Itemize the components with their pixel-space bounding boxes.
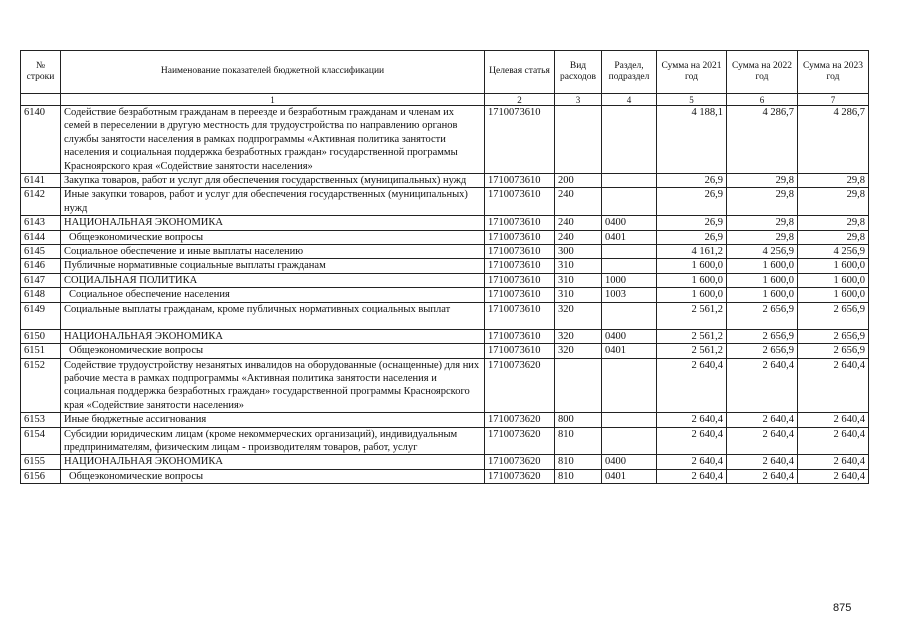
table-row	[21, 455, 869, 469]
target-article-cell: 1710073610	[485, 288, 555, 302]
sum-2022-cell: 2 640,4	[727, 455, 798, 469]
section-cell: 0401	[602, 344, 657, 358]
sum-2023-cell: 2 656,9	[798, 329, 869, 343]
expense-type-cell: 320	[555, 302, 602, 329]
target-article-cell: 1710073620	[485, 358, 555, 413]
header-sum-2022: Сумма на 2022 год	[727, 51, 798, 94]
expense-type-cell: 810	[555, 469, 602, 483]
row-number-cell: 6141	[21, 174, 61, 188]
sum-2023-cell: 2 656,9	[798, 344, 869, 358]
sum-2021-cell: 1 600,0	[657, 273, 727, 287]
sum-2022-cell: 4 256,9	[727, 245, 798, 259]
indicator-name-cell: Публичные нормативные социальные выплаты гражданам	[61, 259, 485, 273]
table-row	[21, 302, 869, 329]
sum-2023-cell: 2 640,4	[798, 455, 869, 469]
sum-2023-cell: 4 256,9	[798, 245, 869, 259]
row-number-cell: 6146	[21, 259, 61, 273]
indicator-name-cell: СОЦИАЛЬНАЯ ПОЛИТИКА	[61, 273, 485, 287]
row-number-cell: 6150	[21, 329, 61, 343]
indicator-name-cell: Общеэкономические вопросы	[61, 230, 485, 244]
column-number: 1	[61, 94, 485, 106]
row-number-cell: 6154	[21, 427, 61, 455]
sum-2021-cell: 4 161,2	[657, 245, 727, 259]
sum-2022-cell: 2 640,4	[727, 427, 798, 455]
row-number-cell: 6151	[21, 344, 61, 358]
section-cell	[602, 174, 657, 188]
expense-type-cell: 800	[555, 413, 602, 427]
table-row	[21, 413, 869, 427]
table-header	[21, 51, 869, 106]
indicator-name-cell: Закупка товаров, работ и услуг для обеспечения государственных (муниципальных) нужд	[61, 174, 485, 188]
indicator-name-cell: Иные закупки товаров, работ и услуг для обеспечения государственных (муниципальных) нужд	[61, 188, 485, 216]
budget-table	[20, 50, 869, 484]
row-number-cell: 6156	[21, 469, 61, 483]
indicator-name-cell: Субсидии юридическим лицам (кроме некоммерческих организаций), индивидуальным предпринимателям, физическим лицам - производителям товаров, работ, услуг	[61, 427, 485, 455]
table-row	[21, 106, 869, 174]
section-cell: 1003	[602, 288, 657, 302]
expense-type-cell: 320	[555, 344, 602, 358]
expense-type-cell: 810	[555, 427, 602, 455]
sum-2023-cell: 29,8	[798, 174, 869, 188]
sum-2021-cell: 26,9	[657, 230, 727, 244]
column-number: 7	[798, 94, 869, 106]
sum-2023-cell: 1 600,0	[798, 273, 869, 287]
expense-type-cell: 310	[555, 288, 602, 302]
sum-2022-cell: 2 656,9	[727, 302, 798, 329]
table-row	[21, 216, 869, 230]
sum-2022-cell: 4 286,7	[727, 106, 798, 174]
header-target-article: Целевая статья	[485, 51, 555, 94]
sum-2023-cell: 29,8	[798, 188, 869, 216]
section-cell: 0401	[602, 230, 657, 244]
section-cell	[602, 413, 657, 427]
page-number: 875	[833, 602, 852, 614]
table-body	[21, 106, 869, 484]
row-number-cell: 6145	[21, 245, 61, 259]
expense-type-cell: 310	[555, 273, 602, 287]
sum-2021-cell: 1 600,0	[657, 259, 727, 273]
table-row	[21, 188, 869, 216]
indicator-name-cell: НАЦИОНАЛЬНАЯ ЭКОНОМИКА	[61, 216, 485, 230]
column-number: 5	[657, 94, 727, 106]
indicator-name-cell: Содействие трудоустройству незанятых инвалидов на оборудованные (оснащенные) для них рабочие места в рамках подпрограммы «Активная политика занятости населения и социальная поддержка безработных граждан» государственной программы Красноярского края «Содействие занятости населения»	[61, 358, 485, 413]
indicator-name-cell: Содействие безработным гражданам в переезде и безработным гражданам и членам их семей в переселении в другую местность для трудоустройства по направлению органов службы занятости населения в рамках подпрограммы «Активная политика занятости населения и социальная поддержка безработных граждан» государственной программы Красноярского края «Содействие занятости населения»	[61, 106, 485, 174]
section-cell	[602, 302, 657, 329]
sum-2023-cell: 4 286,7	[798, 106, 869, 174]
table-row	[21, 358, 869, 413]
section-cell: 0400	[602, 455, 657, 469]
section-cell	[602, 427, 657, 455]
sum-2022-cell: 2 640,4	[727, 358, 798, 413]
target-article-cell: 1710073610	[485, 273, 555, 287]
sum-2023-cell: 29,8	[798, 216, 869, 230]
target-article-cell: 1710073610	[485, 329, 555, 343]
target-article-cell: 1710073620	[485, 455, 555, 469]
target-article-cell: 1710073610	[485, 259, 555, 273]
header-section: Раздел, подраздел	[602, 51, 657, 94]
table-row	[21, 469, 869, 483]
column-number-row	[21, 94, 869, 106]
sum-2022-cell: 2 656,9	[727, 344, 798, 358]
section-cell: 1000	[602, 273, 657, 287]
sum-2022-cell: 29,8	[727, 230, 798, 244]
row-number-cell: 6143	[21, 216, 61, 230]
indicator-name-cell: Социальное обеспечение населения	[61, 288, 485, 302]
table-row	[21, 288, 869, 302]
sum-2021-cell: 2 561,2	[657, 302, 727, 329]
table-row	[21, 329, 869, 343]
sum-2021-cell: 1 600,0	[657, 288, 727, 302]
expense-type-cell: 200	[555, 174, 602, 188]
sum-2023-cell: 2 656,9	[798, 302, 869, 329]
row-number-cell: 6148	[21, 288, 61, 302]
sum-2023-cell: 2 640,4	[798, 358, 869, 413]
target-article-cell: 1710073610	[485, 216, 555, 230]
table-row	[21, 245, 869, 259]
section-cell: 0400	[602, 216, 657, 230]
row-number-cell: 6147	[21, 273, 61, 287]
sum-2021-cell: 26,9	[657, 174, 727, 188]
row-number-cell: 6152	[21, 358, 61, 413]
column-number: 4	[602, 94, 657, 106]
sum-2021-cell: 2 561,2	[657, 329, 727, 343]
column-number: 6	[727, 94, 798, 106]
target-article-cell: 1710073610	[485, 106, 555, 174]
sum-2023-cell: 2 640,4	[798, 427, 869, 455]
indicator-name-cell: НАЦИОНАЛЬНАЯ ЭКОНОМИКА	[61, 455, 485, 469]
row-number-cell: 6140	[21, 106, 61, 174]
table-row	[21, 174, 869, 188]
section-cell	[602, 358, 657, 413]
row-number-cell: 6144	[21, 230, 61, 244]
expense-type-cell: 240	[555, 216, 602, 230]
target-article-cell: 1710073610	[485, 302, 555, 329]
sum-2021-cell: 2 640,4	[657, 413, 727, 427]
table-row	[21, 273, 869, 287]
sum-2022-cell: 2 656,9	[727, 329, 798, 343]
header-indicator-name: Наименование показателей бюджетной классификации	[61, 51, 485, 94]
target-article-cell: 1710073610	[485, 344, 555, 358]
expense-type-cell	[555, 106, 602, 174]
section-cell	[602, 188, 657, 216]
header-sum-2021: Сумма на 2021 год	[657, 51, 727, 94]
column-number	[21, 94, 61, 106]
header-sum-2023: Сумма на 2023 год	[798, 51, 869, 94]
target-article-cell: 1710073620	[485, 413, 555, 427]
expense-type-cell: 300	[555, 245, 602, 259]
sum-2021-cell: 2 640,4	[657, 455, 727, 469]
expense-type-cell: 810	[555, 455, 602, 469]
target-article-cell: 1710073610	[485, 188, 555, 216]
expense-type-cell: 240	[555, 230, 602, 244]
target-article-cell: 1710073620	[485, 427, 555, 455]
indicator-name-cell: НАЦИОНАЛЬНАЯ ЭКОНОМИКА	[61, 329, 485, 343]
header-row-number: № строки	[21, 51, 61, 94]
sum-2021-cell: 4 188,1	[657, 106, 727, 174]
table-row	[21, 427, 869, 455]
sum-2023-cell: 1 600,0	[798, 259, 869, 273]
sum-2021-cell: 26,9	[657, 216, 727, 230]
sum-2023-cell: 1 600,0	[798, 288, 869, 302]
row-number-cell: 6153	[21, 413, 61, 427]
expense-type-cell: 320	[555, 329, 602, 343]
sum-2022-cell: 2 640,4	[727, 413, 798, 427]
sum-2022-cell: 29,8	[727, 174, 798, 188]
section-cell	[602, 106, 657, 174]
indicator-name-cell: Социальные выплаты гражданам, кроме публичных нормативных социальных выплат	[61, 302, 485, 329]
column-number: 3	[555, 94, 602, 106]
target-article-cell: 1710073610	[485, 174, 555, 188]
section-cell: 0400	[602, 329, 657, 343]
expense-type-cell: 310	[555, 259, 602, 273]
header-row	[21, 51, 869, 94]
header-expense-type: Вид расходов	[555, 51, 602, 94]
indicator-name-cell: Общеэкономические вопросы	[61, 469, 485, 483]
section-cell	[602, 245, 657, 259]
table-row	[21, 230, 869, 244]
expense-type-cell: 240	[555, 188, 602, 216]
sum-2022-cell: 1 600,0	[727, 288, 798, 302]
table-row	[21, 344, 869, 358]
table-row	[21, 259, 869, 273]
sum-2023-cell: 29,8	[798, 230, 869, 244]
sum-2022-cell: 1 600,0	[727, 273, 798, 287]
sum-2021-cell: 2 640,4	[657, 358, 727, 413]
expense-type-cell	[555, 358, 602, 413]
sum-2022-cell: 29,8	[727, 216, 798, 230]
indicator-name-cell: Иные бюджетные ассигнования	[61, 413, 485, 427]
sum-2021-cell: 26,9	[657, 188, 727, 216]
sum-2021-cell: 2 561,2	[657, 344, 727, 358]
sum-2021-cell: 2 640,4	[657, 469, 727, 483]
target-article-cell: 1710073620	[485, 469, 555, 483]
indicator-name-cell: Общеэкономические вопросы	[61, 344, 485, 358]
sum-2023-cell: 2 640,4	[798, 413, 869, 427]
section-cell: 0401	[602, 469, 657, 483]
target-article-cell: 1710073610	[485, 230, 555, 244]
indicator-name-cell: Социальное обеспечение и иные выплаты населению	[61, 245, 485, 259]
sum-2022-cell: 29,8	[727, 188, 798, 216]
sum-2021-cell: 2 640,4	[657, 427, 727, 455]
target-article-cell: 1710073610	[485, 245, 555, 259]
sum-2022-cell: 1 600,0	[727, 259, 798, 273]
row-number-cell: 6149	[21, 302, 61, 329]
sum-2023-cell: 2 640,4	[798, 469, 869, 483]
section-cell	[602, 259, 657, 273]
row-number-cell: 6155	[21, 455, 61, 469]
column-number: 2	[485, 94, 555, 106]
row-number-cell: 6142	[21, 188, 61, 216]
sum-2022-cell: 2 640,4	[727, 469, 798, 483]
